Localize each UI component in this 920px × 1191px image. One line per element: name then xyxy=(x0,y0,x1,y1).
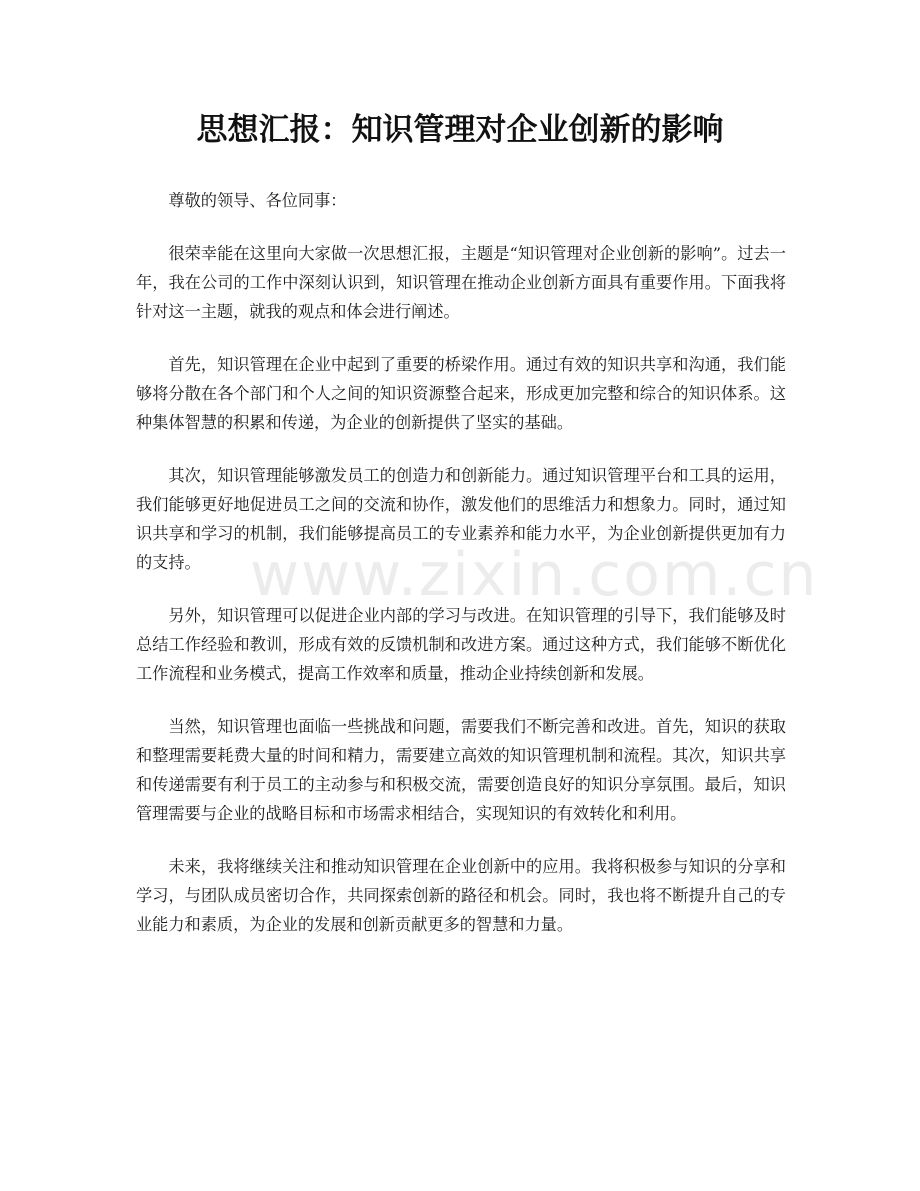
paragraph-future: 未来，我将继续关注和推动知识管理在企业创新中的应用。我将积极参与知识的分享和学习，与团队成员密切合作，共同探索创新的路径和机会。同时，我也将不断提升自己的专业能力和素质，为企业的发展和创新贡献更多的智慧和力量。 xyxy=(136,857,786,934)
paragraph-creativity: 其次，知识管理能够激发员工的创造力和创新能力。通过知识管理平台和工具的运用，我们能够更好地促进员工之间的交流和协作，激发他们的思维活力和想象力。同时，通过知识共享和学习的机制，我们能够提高员工的专业素养和能力水平，为企业创新提供更加有力的支持。 xyxy=(136,466,786,572)
salutation: 尊敬的领导、各位同事： xyxy=(168,191,347,210)
paragraph-intro: 很荣幸能在这里向大家做一次思想汇报，主题是“知识管理对企业创新的影响”。过去一年，我在公司的工作中深刻认识到，知识管理在推动企业创新方面具有重要作用。下面我将针对这一主题，就我的观点和体会进行阐述。 xyxy=(136,244,786,321)
document-body xyxy=(136,186,819,963)
paragraph-bridge-role: 首先，知识管理在企业中起到了重要的桥梁作用。通过有效的知识共享和沟通，我们能够将分散在各个部门和个人之间的知识资源整合起来，形成更加完整和综合的知识体系。这种集体智慧的积累和传递，为企业的创新提供了坚实的基础。 xyxy=(136,355,786,432)
document-title: 思想汇报：知识管理对企业创新的影响 xyxy=(196,112,724,148)
watermark: www.zixin.com.cn xyxy=(250,540,819,610)
paragraph-learning: 另外，知识管理可以促进企业内部的学习与改进。在知识管理的引导下，我们能够及时总结工作经验和教训，形成有效的反馈机制和改进方案。通过这种方式，我们能够不断优化工作流程和业务模式，提高工作效率和质量，推动企业持续创新和发展。 xyxy=(136,606,786,683)
paragraph-challenges: 当然，知识管理也面临一些挑战和问题，需要我们不断完善和改进。首先，知识的获取和整理需要耗费大量的时间和精力，需要建立高效的知识管理机制和流程。其次，知识共享和传递需要有利于员工的主动参与和积极交流，需要创造良好的知识分享氛围。最后，知识管理需要与企业的战略目标和市场需求相结合，实现知识的有效转化和利用。 xyxy=(136,717,786,823)
